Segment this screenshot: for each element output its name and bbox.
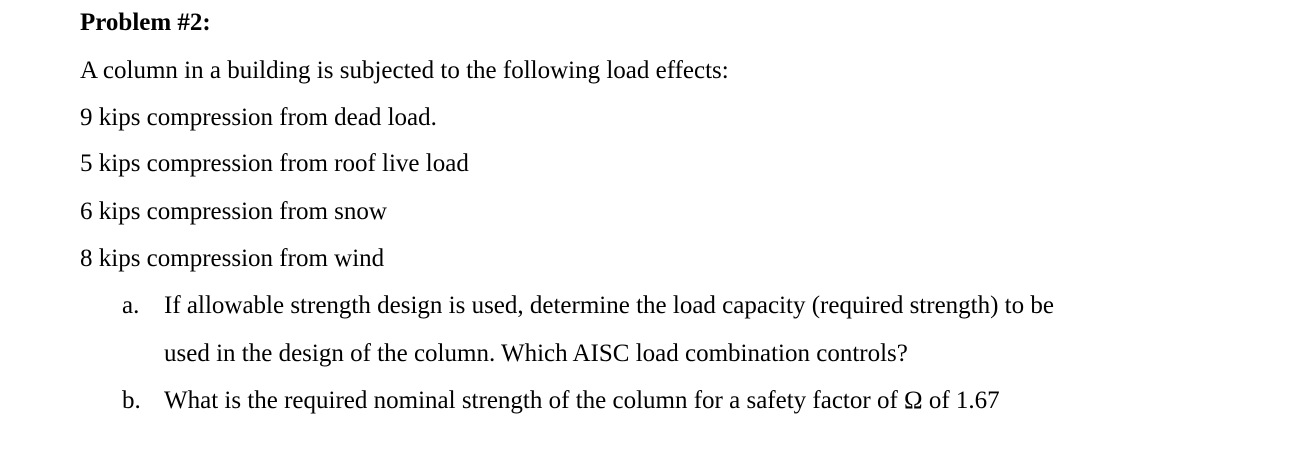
load-wind: 8 kips compression from wind	[80, 245, 385, 272]
load-dead: 9 kips compression from dead load.	[80, 104, 437, 131]
question-b	[122, 386, 1000, 416]
question-a-marker: a.	[122, 292, 140, 319]
question-b-marker: b.	[122, 387, 141, 414]
question-a-text-line1: If allowable strength design is used, determine the load capacity (required strength) to be	[164, 292, 1054, 319]
problem-intro: A column in a building is subjected to the following load effects:	[80, 57, 729, 84]
problem-title: Problem #2:	[80, 9, 211, 36]
load-roof-live: 5 kips compression from roof live load	[80, 150, 469, 177]
question-a-continuation: used in the design of the column. Which AISC load combination controls?	[164, 340, 908, 367]
load-snow: 6 kips compression from snow	[80, 198, 387, 225]
question-a	[122, 291, 1054, 321]
question-b-text: What is the required nominal strength of the column for a safety factor of Ω of 1.67	[164, 387, 1000, 414]
